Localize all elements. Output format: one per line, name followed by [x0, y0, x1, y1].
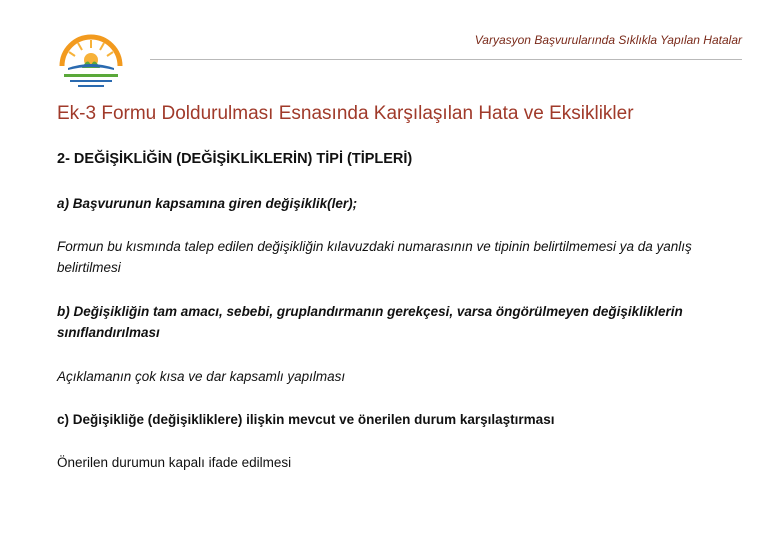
- header-title: Varyasyon Başvurularında Sıklıkla Yapılan Hatalar: [474, 33, 742, 47]
- header-divider: [150, 59, 742, 60]
- section-heading: 2- DEĞİŞİKLİĞİN (DEĞİŞİKLİKLERİN) TİPİ (TİPLERİ): [57, 151, 413, 167]
- item-a-description: Formun bu kısmında talep edilen değişikliğin kılavuzdaki numarasının ve tipinin belirtilmemesi ya da yanlış belirtilmesi: [57, 239, 692, 275]
- page-title: Ek-3 Formu Doldurulması Esnasında Karşılaşılan Hata ve Eksiklikler: [57, 103, 634, 124]
- item-c-description: Önerilen durumun kapalı ifade edilmesi: [57, 455, 292, 470]
- item-b-description: Açıklamanın çok kısa ve dar kapsamlı yapılması: [57, 369, 346, 384]
- item-c-label: c) Değişikliğe (değişikliklere) ilişkin mevcut ve önerilen durum karşılaştırması: [57, 412, 555, 427]
- institution-logo: [52, 26, 130, 92]
- item-a-label: a) Başvurunun kapsamına giren değişiklik(ler);: [57, 196, 358, 211]
- item-b-label: b) Değişikliğin tam amacı, sebebi, gruplandırmanın gerekçesi, varsa öngörülmeyen değişikliklerin sınıflandırılması: [57, 304, 683, 340]
